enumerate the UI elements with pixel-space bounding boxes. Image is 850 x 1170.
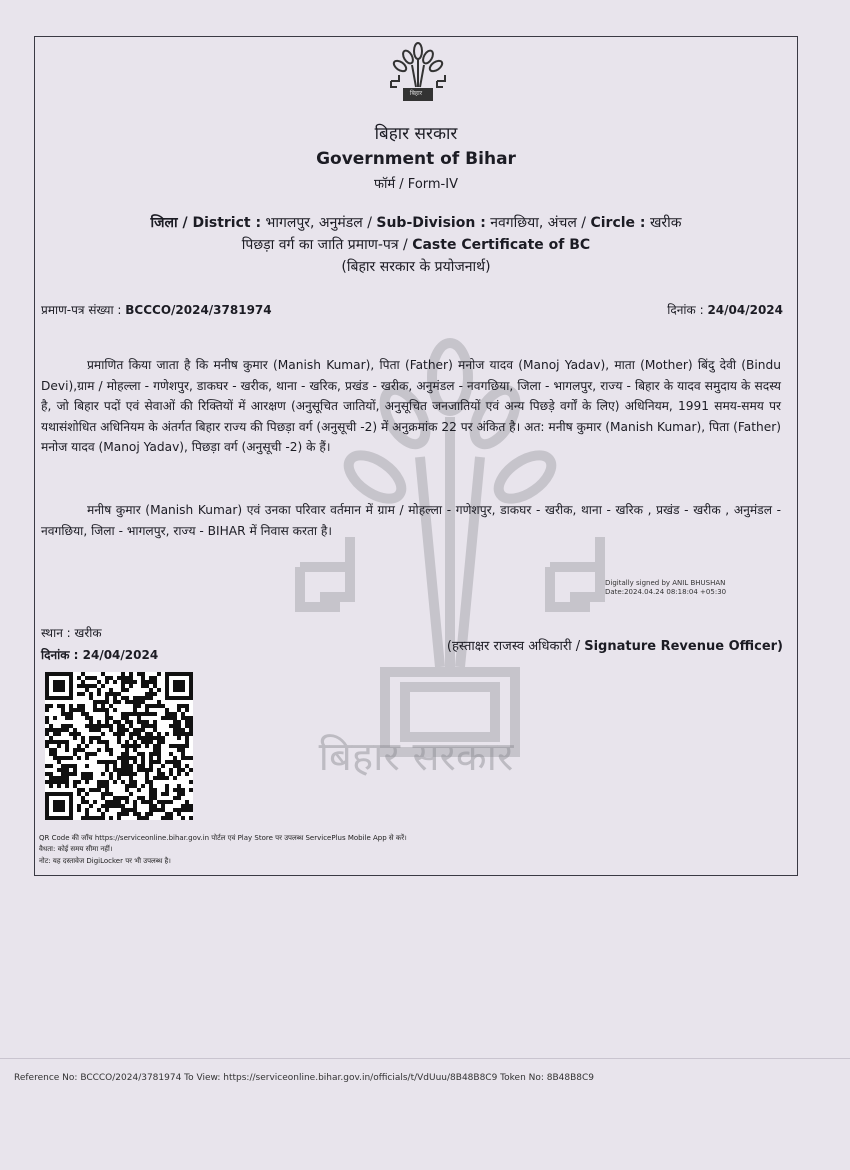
certificate-title-english: Caste Certificate of BC	[412, 237, 591, 253]
certificate-number-label: प्रमाण-पत्र संख्या :	[41, 303, 126, 317]
digilocker-note: नोट: यह दस्तावेज DigiLocker पर भी उपलब्ध है।	[39, 857, 171, 865]
form-number: फॉर्म / Form-IV	[374, 177, 458, 192]
district-line	[35, 213, 797, 232]
certificate-body-para-1: प्रमाणित किया जाता है कि मनीष कुमार (Manish Kumar), पिता (Father) मनोज यादव (Manoj Yadav), माता (Mother) बिंदु देवी (Bindu Devi),ग्राम / मोहल्ला - गणेशपुर, डाकघर - खरीक, थाना - खरिक, प्रखंड - खरीक, अनुमंडल - नवगछिया, जिला - भागलपुर, राज्य - बिहार के यादव समुदाय के सदस्य है, जो बिहार पदों एवं सेवाओं की रिक्तियों में आरक्षण (अनुसूचित जातियों, अनुसूचित जनजातियों एवं अन्य पिछड़े वर्गों के लिए) अधिनियम, 1991 समय-समय पर यथासंशोधित अधिनियम के अंतर्गत बिहार राज्य की पिछड़ा वर्ग (अनुसूची -2) में अनुक्रमांक 22 पर अंकित है। अत: मनीष कुमार (Manish Kumar), पिता (Father) मनोज यादव (Manoj Yadav), पिछड़ा वर्ग (अनुसूची -2) के हैं।	[41, 358, 781, 454]
certificate-number	[41, 301, 272, 318]
issue-date	[667, 301, 783, 318]
state-title-english: Government of Bihar	[316, 149, 516, 169]
state-title-hindi: बिहार सरकार	[374, 124, 458, 144]
certificate-title	[35, 235, 797, 254]
footer-date-value: 24/04/2024	[82, 648, 159, 662]
certificate-title-hindi: पिछड़ा वर्ग का जाति प्रमाण-पत्र /	[241, 237, 413, 253]
place-label: स्थान :	[41, 626, 75, 640]
signature-officer	[447, 636, 783, 654]
circle-label: Circle :	[590, 215, 646, 231]
signature-hindi: (हस्ताक्षर राजस्व अधिकारी /	[446, 639, 585, 654]
qr-verification-note: QR Code की जाँच https://serviceonline.bihar.gov.in पोर्टल एवं Play Store पर उपलब्ध ServicePlus Mobile App से करें।	[39, 834, 407, 842]
place	[41, 624, 102, 641]
digital-signature	[605, 579, 726, 597]
circle-value: खरीक	[645, 215, 682, 231]
issue-date-label: दिनांक :	[667, 303, 708, 317]
signature-english: Signature Revenue Officer)	[584, 639, 783, 654]
certificate-frame	[34, 36, 798, 876]
place-value: खरीक	[74, 626, 102, 640]
emblem-label: बिहार	[409, 90, 423, 97]
validity-note: वैधता: कोई समय सीमा नहीं।	[39, 845, 113, 853]
reference-line: Reference No: BCCCO/2024/3781974 To View: https://serviceonline.bihar.gov.in/officials/t/VdUuu/8B48B8C9 Token No: 8B48B8C9	[14, 1073, 595, 1083]
footer-date	[41, 646, 158, 663]
footer-divider	[0, 1058, 850, 1059]
certificate-body-para-2: मनीष कुमार (Manish Kumar) एवं उनका परिवार वर्तमान में ग्राम / मोहल्ला - गणेशपुर, डाकघर - खरीक, थाना - खरिक , प्रखंड - खरीक , अनुमंडल - नवगछिया, जिला - भागलपुर, राज्य - BIHAR में निवास करता है।	[41, 503, 781, 538]
certificate-purpose: (बिहार सरकार के प्रयोजनार्थ)	[341, 259, 491, 275]
watermark-text: बिहार सरकार	[318, 734, 514, 780]
certificate-number-value: BCCCO/2024/3781974	[125, 303, 272, 317]
subdivision-label: Sub-Division :	[376, 215, 486, 231]
qr-code[interactable]	[45, 672, 193, 820]
digital-signature-signer: Digitally signed by ANIL BHUSHAN	[605, 579, 726, 587]
footer-date-label: दिनांक :	[41, 648, 83, 662]
district-value: भागलपुर, अनुमंडल /	[261, 215, 377, 231]
digital-signature-date: Date:2024.04.24 08:18:04 +05:30	[605, 588, 727, 596]
subdivision-value: नवगछिया, अंचल /	[485, 215, 591, 231]
district-label: जिला / District :	[150, 215, 262, 231]
issue-date-value: 24/04/2024	[707, 303, 783, 317]
bihar-emblem-logo	[383, 41, 453, 107]
